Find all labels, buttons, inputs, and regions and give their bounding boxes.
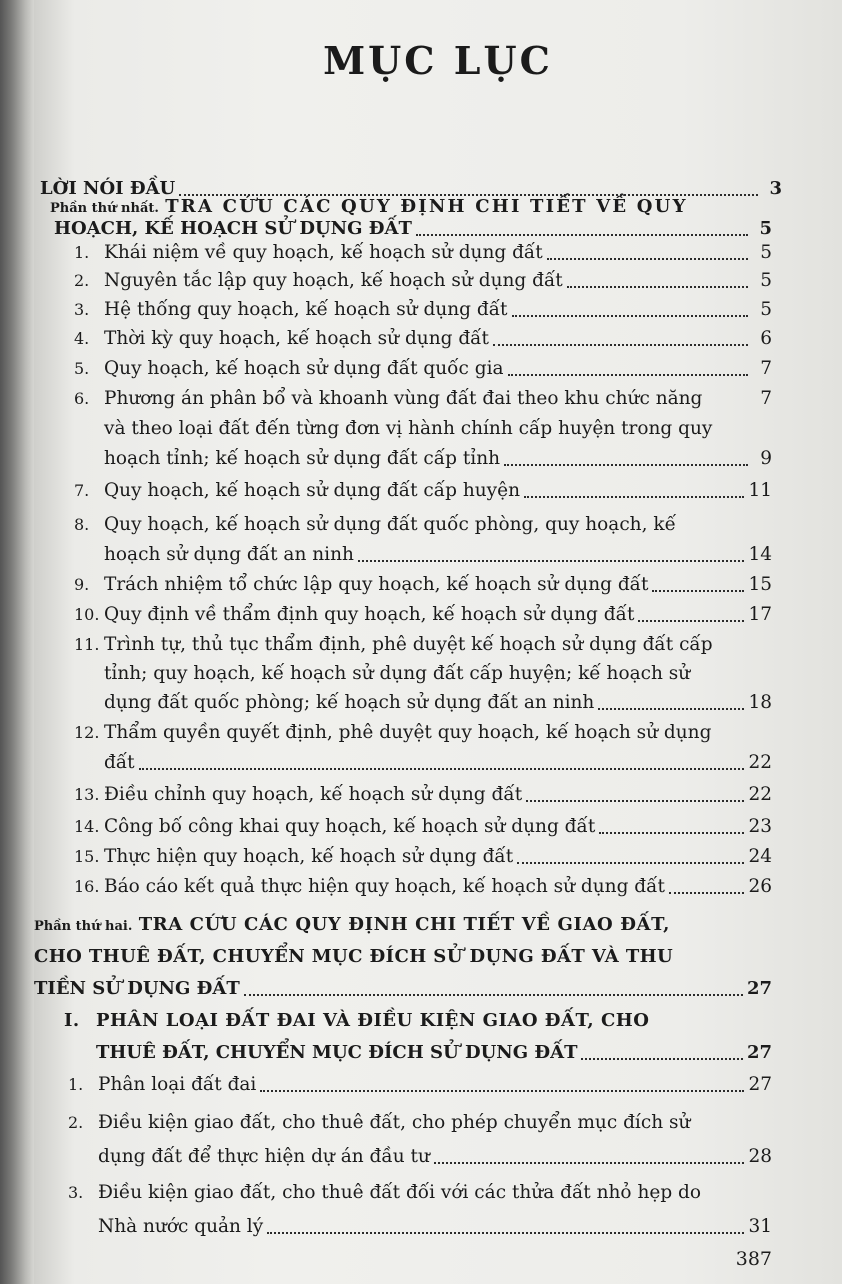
toc-entry[interactable] <box>74 297 772 323</box>
page-ref: 24 <box>748 846 772 867</box>
leader-dots <box>638 619 744 622</box>
entry-number: 5. <box>74 359 90 378</box>
page-ref: 23 <box>748 816 772 837</box>
entry-title-cont: Nhà nước quản lý <box>98 1216 264 1237</box>
entry-title: Phương án phân bổ và khoanh vùng đất đai theo khu chức năng <box>104 388 703 409</box>
entry-title: Thực hiện quy hoạch, kế hoạch sử dụng đất <box>104 846 514 867</box>
entry-number: 2. <box>74 271 90 290</box>
leader-dots <box>581 1057 742 1060</box>
entry-title: Quy hoạch, kế hoạch sử dụng đất quốc phòng, quy hoạch, kế <box>104 514 676 535</box>
toc-entry-line[interactable] <box>74 720 711 746</box>
leader-dots <box>358 559 745 562</box>
leader-dots <box>599 831 744 834</box>
entry-number: 13. <box>74 785 100 804</box>
part2-title-line1: TRA CỨU CÁC QUY ĐỊNH CHI TIẾT VỀ GIAO ĐẤT, <box>138 914 670 935</box>
toc-page <box>34 0 842 1284</box>
section1-title-line2: THUÊ ĐẤT, CHUYỂN MỤC ĐÍCH SỬ DỤNG ĐẤT <box>96 1042 578 1063</box>
leader-dots <box>669 891 745 894</box>
toc-entry[interactable] <box>74 386 772 412</box>
leader-dots <box>493 343 748 346</box>
toc-entry[interactable] <box>74 478 772 504</box>
part2-title-line2[interactable]: CHO THUÊ ĐẤT, CHUYỂN MỤC ĐÍCH SỬ DỤNG ĐẤT VÀ THU <box>34 946 674 967</box>
toc-entry-line[interactable] <box>74 512 676 538</box>
entry-title: Công bố công khai quy hoạch, kế hoạch sử dụng đất <box>104 816 596 837</box>
toc-entry[interactable] <box>74 572 772 598</box>
entry-continuation: và theo loại đất đến từng đơn vị hành chính cấp huyện trong quy <box>104 418 713 439</box>
toc-entry[interactable] <box>74 356 772 382</box>
toc-entry[interactable] <box>74 814 772 840</box>
part1-title-line1: TRA CỨU CÁC QUY ĐỊNH CHI TIẾT VỀ QUY <box>165 196 688 217</box>
entry-title: Quy hoạch, kế hoạch sử dụng đất quốc gia <box>104 358 504 379</box>
toc-entry[interactable] <box>74 268 772 294</box>
entry-number: 6. <box>74 389 90 408</box>
page-ref: 26 <box>748 876 772 897</box>
entry-number: 12. <box>74 723 100 742</box>
page-ref: 9 <box>760 448 772 469</box>
entry-continuation-row[interactable] <box>104 542 772 568</box>
page-ref: 11 <box>748 480 772 501</box>
entry-title: Thẩm quyền quyết định, phê duyệt quy hoạch, kế hoạch sử dụng <box>104 722 712 743</box>
toc-entry[interactable] <box>74 782 772 808</box>
section1-heading-line1[interactable] <box>64 1008 649 1034</box>
page-ref: 5 <box>759 218 772 239</box>
page-ref: 28 <box>748 1146 772 1167</box>
entry-title: Khái niệm về quy hoạch, kế hoạch sử dụng đất <box>104 242 543 263</box>
toc-entry[interactable] <box>74 240 772 266</box>
page-ref: 27 <box>748 1074 772 1095</box>
entry-continuation-row[interactable] <box>104 750 772 776</box>
page-ref: 14 <box>748 544 772 565</box>
entry-number: 1. <box>74 243 90 262</box>
toc-entry[interactable] <box>74 326 772 352</box>
toc-entry-line[interactable] <box>68 1180 701 1206</box>
page-ref: 17 <box>748 604 772 625</box>
page-ref: 22 <box>748 752 772 773</box>
entry-title: Trách nhiệm tổ chức lập quy hoạch, kế hoạch sử dụng đất <box>104 574 649 595</box>
page-ref: 5 <box>760 299 772 320</box>
intro-label: LỜI NÓI ĐẦU <box>40 178 176 199</box>
page-ref: 27 <box>746 1042 772 1063</box>
page-ref: 22 <box>748 784 772 805</box>
entry-continuation: tỉnh; quy hoạch, kế hoạch sử dụng đất cấp huyện; kế hoạch sử <box>104 663 691 684</box>
toc-entry[interactable] <box>74 874 772 900</box>
entry-title-cont: dụng đất để thực hiện dự án đầu tư <box>98 1146 430 1167</box>
toc-entry[interactable] <box>74 844 772 870</box>
entry-continuation-row[interactable] <box>98 1214 772 1240</box>
leader-dots <box>416 233 748 236</box>
page-ref: 31 <box>748 1216 772 1237</box>
leader-dots <box>139 767 745 770</box>
toc-entry-line[interactable] <box>68 1110 690 1136</box>
toc-entry[interactable] <box>68 1072 772 1098</box>
page-ref: 5 <box>760 270 772 291</box>
entry-title: Điều kiện giao đất, cho thuê đất đối với các thửa đất nhỏ hẹp do <box>98 1182 702 1203</box>
leader-dots <box>504 463 748 466</box>
leader-dots <box>244 993 743 996</box>
leader-dots <box>652 589 744 592</box>
leader-space <box>706 405 748 406</box>
entry-title-cont: hoạch sử dụng đất an ninh <box>104 544 354 565</box>
part2-prefix: Phần thứ hai. <box>34 919 133 934</box>
entry-title: Thời kỳ quy hoạch, kế hoạch sử dụng đất <box>104 328 489 349</box>
leader-dots <box>267 1231 744 1234</box>
leader-dots <box>526 799 744 802</box>
leader-dots <box>567 285 748 288</box>
entry-title: Điều kiện giao đất, cho thuê đất, cho phép chuyển mục đích sử <box>98 1112 691 1133</box>
leader-dots <box>508 373 748 376</box>
page-ref: 7 <box>760 358 772 379</box>
book-spine-shadow <box>0 0 34 1284</box>
entry-title: Trình tự, thủ tục thẩm định, phê duyệt kế hoạch sử dụng đất cấp <box>104 634 713 655</box>
entry-title-cont: dụng đất quốc phòng; kế hoạch sử dụng đất an ninh <box>104 692 595 713</box>
page-number: 387 <box>735 1248 772 1270</box>
page-ref: 7 <box>760 388 772 409</box>
entry-continuation-row[interactable] <box>98 1144 772 1170</box>
entry-number: 2. <box>68 1113 84 1132</box>
leader-dots <box>524 495 744 498</box>
entry-continuation-row[interactable] <box>104 446 772 472</box>
entry-number: 14. <box>74 817 100 836</box>
page-title: MỤC LỤC <box>323 38 553 83</box>
entry-number: 15. <box>74 847 100 866</box>
leader-dots <box>512 314 749 317</box>
page-ref: 5 <box>760 242 772 263</box>
entry-number: 3. <box>74 300 90 319</box>
section-number: I. <box>64 1010 80 1031</box>
part2-heading-line3[interactable] <box>34 976 772 1002</box>
section1-title-line1: PHÂN LOẠI ĐẤT ĐAI VÀ ĐIỀU KIỆN GIAO ĐẤT, CHO <box>96 1010 650 1031</box>
entry-title: Điều chỉnh quy hoạch, kế hoạch sử dụng đất <box>104 784 523 805</box>
leader-dots <box>434 1161 745 1164</box>
entry-continuation-row[interactable] <box>104 690 772 716</box>
entry-number: 11. <box>74 635 100 654</box>
part1-heading-line2[interactable] <box>54 216 772 242</box>
entry-title: Quy định về thẩm định quy hoạch, kế hoạch sử dụng đất <box>104 604 635 625</box>
page-ref: 15 <box>748 574 772 595</box>
leader-dots <box>260 1089 744 1092</box>
entry-title: Báo cáo kết quả thực hiện quy hoạch, kế hoạch sử dụng đất <box>104 876 665 897</box>
toc-entry-line[interactable] <box>74 632 713 658</box>
part2-title-line3: TIỀN SỬ DỤNG ĐẤT <box>34 978 240 999</box>
toc-entry[interactable] <box>74 602 772 628</box>
entry-number: 8. <box>74 515 90 534</box>
entry-title: Hệ thống quy hoạch, kế hoạch sử dụng đất <box>104 299 508 320</box>
entry-title: Quy hoạch, kế hoạch sử dụng đất cấp huyện <box>104 480 520 501</box>
leader-dots <box>547 257 748 260</box>
part1-title-line2: HOẠCH, KẾ HOẠCH SỬ DỤNG ĐẤT <box>54 218 412 239</box>
page-ref: 18 <box>748 692 772 713</box>
entry-number: 9. <box>74 575 90 594</box>
section1-heading-line2[interactable] <box>96 1040 772 1066</box>
entry-title: Nguyên tắc lập quy hoạch, kế hoạch sử dụng đất <box>104 270 563 291</box>
entry-number: 7. <box>74 481 90 500</box>
entry-title-cont: đất <box>104 752 135 773</box>
entry-number: 3. <box>68 1183 84 1202</box>
page-ref: 27 <box>746 978 772 999</box>
entry-number: 4. <box>74 329 90 348</box>
part1-prefix: Phần thứ nhất. <box>50 201 159 216</box>
leader-dots <box>598 707 744 710</box>
entry-number: 1. <box>68 1075 84 1094</box>
part2-heading-line1[interactable] <box>34 912 670 940</box>
page-ref: 6 <box>760 328 772 349</box>
entry-number: 10. <box>74 605 100 624</box>
page-ref: 3 <box>769 178 782 199</box>
entry-title: Phân loại đất đai <box>98 1074 257 1095</box>
leader-dots <box>517 861 744 864</box>
entry-number: 16. <box>74 877 100 896</box>
entry-title-cont: hoạch tỉnh; kế hoạch sử dụng đất cấp tỉnh <box>104 448 501 469</box>
